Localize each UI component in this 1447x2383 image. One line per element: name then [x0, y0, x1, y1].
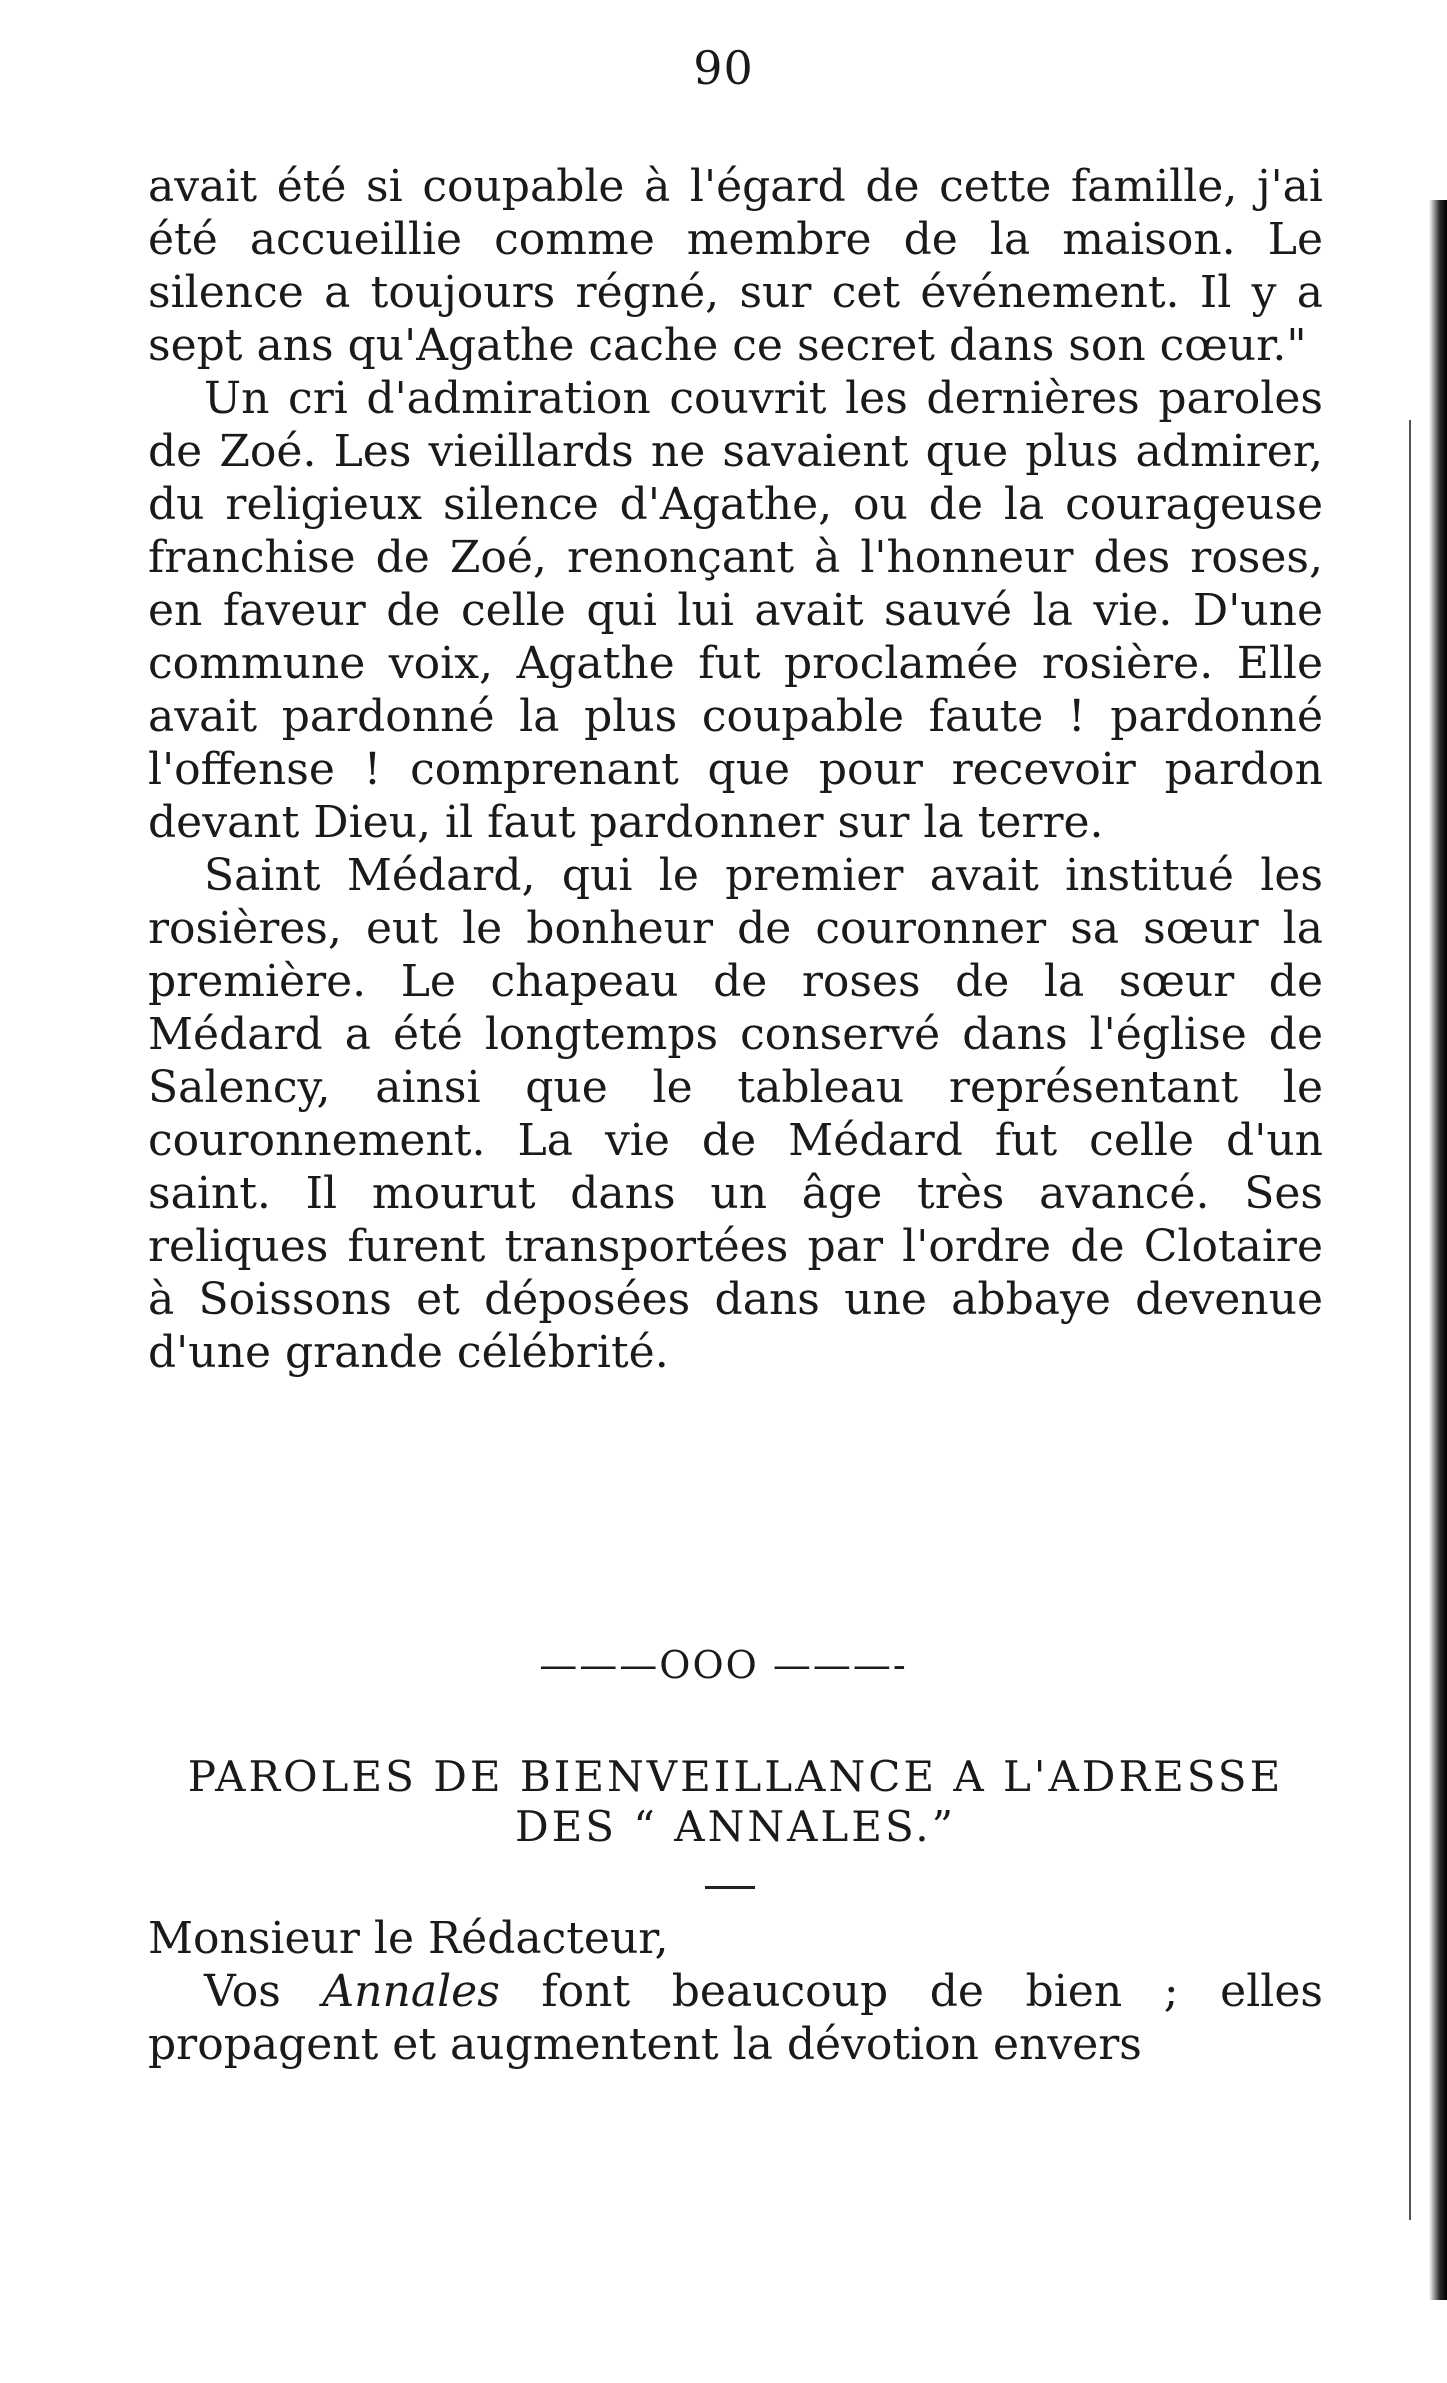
- paragraph-2: Un cri d'admiration couvrit les dernières paroles de Zoé. Les vieillards ne savaient que plus admirer, du religieux silence d'Agathe, ou de la courageuse franchise de Zoé, renonçant à l'honneur des roses, en faveur de celle qui lui avait sauvé la vie. D'une commune voix, Agathe fut proclamée rosière. Elle avait pardonné la plus coupable faute ! pardonné l'offense ! comprenant que pour recevoir pardon devant Dieu, il faut pardonner sur la terre.: [148, 373, 1323, 848]
- paragraph-3: Saint Médard, qui le premier avait institué les rosières, eut le bonheur de couronner sa sœur la première. Le chapeau de roses de la sœur de Médard a été longtemps conservé dans l'église de Salency, ainsi que le tableau représentant le couronnement. La vie de Médard fut celle d'un saint. Il mourut dans un âge très avancé. Ses reliques furent transportées par l'ordre de Clotaire à Soissons et déposées dans une abbaye devenue d'une grande célébrité.: [148, 850, 1323, 1378]
- letter-salutation: Monsieur le Rédacteur,: [148, 1913, 669, 1964]
- heading-line-1: PAROLES DE BIENVEILLANCE A L'ADRESSE: [187, 1752, 1284, 1801]
- letter-text: [148, 1912, 1323, 2071]
- letter-first-word: Vos: [204, 1966, 281, 2017]
- letter-paragraph: [148, 1965, 1323, 2071]
- binding-edge-shadow: [1429, 200, 1447, 2300]
- annales-title: Annales: [322, 1966, 500, 2017]
- binding-edge-line: [1409, 420, 1411, 2220]
- letter-paragraph-rest: font beaucoup de bien ; elles propagent et augmentent la dévotion envers: [148, 1966, 1323, 2070]
- heading-rule: [705, 1886, 755, 1889]
- paragraph-1: avait été si coupable à l'égard de cette famille, j'ai été accueillie comme membre de la maison. Le silence a toujours régné, sur cet événement. Il y a sept ans qu'Agathe cache ce secret dans son cœur.": [148, 161, 1323, 371]
- body-text: [148, 160, 1323, 1379]
- section-heading: [148, 1752, 1323, 1852]
- section-divider: ———OOO ———-: [539, 1643, 908, 1687]
- page-number: 90: [693, 41, 754, 95]
- heading-line-2: DES “ ANNALES.”: [514, 1802, 957, 1851]
